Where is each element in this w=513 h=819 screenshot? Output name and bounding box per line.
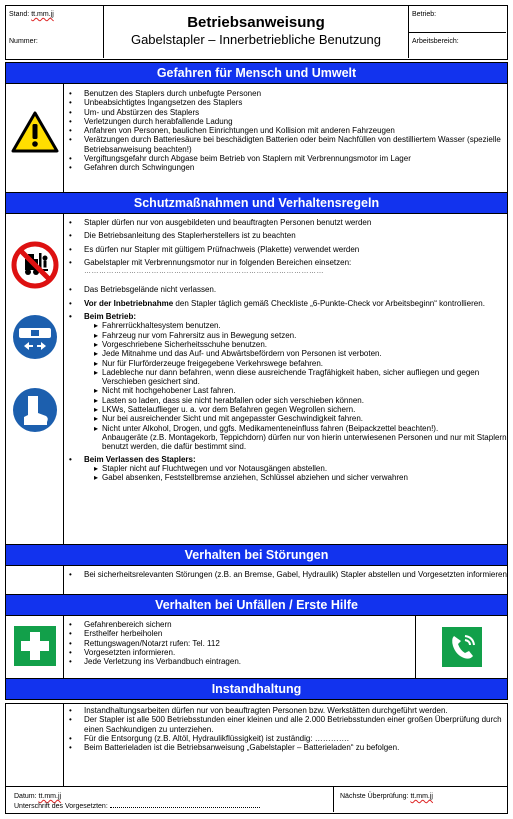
datum-field <box>14 792 61 801</box>
betrieb-item: ▸ LKWs, Sattelauflieger u. a. vor dem Befahren gegen Wegrollen sichern. <box>64 405 507 414</box>
stand-field <box>9 10 54 19</box>
page-title: Betriebsanweisung <box>187 14 325 31</box>
section-schutz <box>5 214 508 544</box>
schutz-item-inbetriebnahme <box>64 299 507 308</box>
schutz-icon-column <box>6 214 64 544</box>
section-heading-gefahren: Gefahren für Mensch und Umwelt <box>5 62 508 84</box>
footer-left <box>6 787 334 812</box>
dotted-fill-line: …………………………………………………………………………………… <box>84 268 324 276</box>
verlassen-list <box>64 464 507 483</box>
gefahren-text <box>64 84 507 173</box>
stoerungen-item: • Bei sicherheitsrelevanten Störungen (z.B. an Bremse, Gabel, Hydraulik) Stapler abstellen und Vorgesetzten informieren <box>64 570 507 579</box>
section-gefahren <box>5 84 508 192</box>
gefahren-icon-column <box>6 84 64 192</box>
schutz-item: • Es dürfen nur Stapler mit gültigem Prüfnachweis (Plakette) verwendet werden <box>64 245 507 254</box>
stoerungen-list <box>64 570 507 579</box>
betrieb-item: ▸ Fahrzeug nur vom Fahrersitz aus in Bewegung setzen. <box>64 331 507 340</box>
naechste-pruefung-value: tt.mm.jj <box>410 793 433 800</box>
stoerungen-icon-column <box>6 566 64 594</box>
section-heading-unfaelle: Verhalten bei Unfällen / Erste Hilfe <box>5 594 508 616</box>
instandhaltung-item: • Der Stapler ist alle 500 Betriebsstunden einer kleinen und alle 2.000 Betriebsstunden einer großen Überprüfung durch einen Sachkundigen zu unterziehen. <box>64 715 507 734</box>
schutz-item <box>64 258 507 277</box>
section-instandhaltung <box>5 703 508 786</box>
instandhaltung-icon-column <box>6 704 64 786</box>
unfaelle-item: • Rettungswagen/Notarzt rufen: Tel. 112 <box>64 639 415 648</box>
arbeitsbereich-cell <box>409 33 506 58</box>
verlassen-item: ▸ Stapler nicht auf Fluchtwegen und vor Notausgängen abstellen. <box>64 464 507 473</box>
gefahren-item: • Verletzungen durch herabfallende Ladung <box>64 117 507 126</box>
betrieb-item: ▸ Nicht mit hochgehobener Last fahren. <box>64 386 507 395</box>
nummer-label: Nummer: <box>9 38 38 45</box>
betrieb-item: ▸ Jede Mitnahme und das Auf- und Abwärtsbefördern von Personen ist verboten. <box>64 349 507 358</box>
unterschrift-field <box>14 802 260 811</box>
naechste-pruefung-field <box>340 792 433 801</box>
footer <box>5 786 508 814</box>
no-forklift-icon <box>11 241 59 289</box>
stand-label: Stand: <box>9 11 30 18</box>
inbetriebnahme-text: den Stapler täglich gemäß Checkliste „6-Punkte-Check vor Arbeitsbeginn“ kontrollieren. <box>173 298 485 308</box>
betrieb-cell <box>409 6 506 33</box>
gefahren-item: • Unbeabsichtigtes Ingangsetzen des Staplers <box>64 98 507 107</box>
gefahren-item: • Um- und Abstürzen des Staplers <box>64 108 507 117</box>
schutz-text <box>64 214 507 482</box>
datum-value: tt.mm.jj <box>38 793 62 800</box>
anbau-list <box>64 433 507 464</box>
schutz-list <box>64 218 507 321</box>
betrieb-item: ▸ Lasten so laden, dass sie nicht herabfallen oder sich verschieben können. <box>64 396 507 405</box>
inbetriebnahme-bold: Vor der Inbetriebnahme <box>84 298 174 308</box>
unfaelle-list <box>64 620 415 666</box>
unfaelle-text <box>64 616 416 678</box>
beim-betrieb-heading: • Beim Betrieb: <box>64 312 507 321</box>
betrieb-item: ▸ Vorgeschriebene Sicherheitsschuhe benutzen. <box>64 340 507 349</box>
betrieb-label: Betrieb: <box>412 11 437 18</box>
unfaelle-item: • Ersthelfer herbeiholen <box>64 629 415 638</box>
unfaelle-icon-column <box>6 616 64 678</box>
section-unfaelle <box>5 616 508 678</box>
instandhaltung-item: • Beim Batterieladen ist die Betriebsanweisung „Gabelstapler – Batterieladen“ zu befolgen. <box>64 743 507 752</box>
naechste-pruefung-label: Nächste Überprüfung: <box>340 793 409 800</box>
unterschrift-line <box>110 807 260 808</box>
unfaelle-item: • Gefahrenbereich sichern <box>64 620 415 629</box>
schutz-item-text: Gabelstapler mit Verbrennungsmotor nur in folgenden Bereichen einsetzen: <box>84 257 352 267</box>
betrieb-item: ▸ Nicht unter Alkohol, Drogen, und ggfs. Medikamenteneinfluss fahren (Beipackzettel beachten!). <box>64 424 507 433</box>
stoerungen-text <box>64 566 507 579</box>
schutz-item: • Stapler dürfen nur von ausgebildeten und beauftragten Personen benutzt werden <box>64 218 507 227</box>
header <box>5 5 508 60</box>
anbau-note: Anbaugeräte (z.B. Montagekorb, Teppichdorn) dürfen nur von hierin unterwiesenen Personen und nur mit Staplern benutzt werden, die dafür bestimmt sind. <box>102 432 507 452</box>
verlassen-item: ▸ Gabel absenken, Feststellbremse anziehen, Schlüssel abziehen und sicher verwahren <box>64 473 507 482</box>
gefahren-item: • Vergiftungsgefahr durch Abgase beim Betrieb von Staplern mit Verbrennungsmotor im Lager <box>64 154 507 163</box>
unfaelle-item: • Jede Verletzung ins Verbandbuch eintragen. <box>64 657 415 666</box>
gefahren-item: • Verätzungen durch Batteriesäure bei beschädigten Batterien oder beim Nachfüllen von destilliertem Wasser (spezielle Betriebsanweisung beachten!) <box>64 135 507 154</box>
operating-instruction-sheet <box>5 5 508 813</box>
first-aid-cross-icon <box>14 626 56 666</box>
emergency-phone-icon <box>442 627 482 667</box>
schutz-item: • Das Betriebsgelände nicht verlassen. <box>64 285 507 294</box>
warning-triangle-icon <box>11 111 59 153</box>
safety-boot-icon <box>11 386 59 434</box>
stand-value: tt.mm.jj <box>31 11 54 18</box>
betrieb-item: ▸ Ladebleche nur dann befahren, wenn diese ausreichende Tragfähigkeit haben, sicher aufliegen und gegen Verschieben gesichert sind. <box>64 368 507 387</box>
instandhaltung-list <box>64 706 507 752</box>
gefahren-item: • Benutzen des Staplers durch unbefugte Personen <box>64 89 507 98</box>
betrieb-list <box>64 321 507 433</box>
instandhaltung-item: • Für die Entsorgung (z.B. Altöl, Hydraulikflüssigkeit) ist zuständig: …………. <box>64 734 507 743</box>
unterschrift-label: Unterschrift des Vorgesetzten: <box>14 803 108 810</box>
instandhaltung-text <box>64 704 507 752</box>
betrieb-item: ▸ Nur bei ausreichender Sicht und mit angepasster Geschwindigkeit fahren. <box>64 414 507 423</box>
section-heading-stoerungen: Verhalten bei Störungen <box>5 544 508 566</box>
header-left <box>6 6 104 58</box>
section-heading-instandhaltung: Instandhaltung <box>5 678 508 700</box>
betrieb-item: ▸ Fahrerrückhaltesystem benutzen. <box>64 321 507 330</box>
section-stoerungen <box>5 566 508 594</box>
schutz-item: • Die Betriebsanleitung des Staplerherstellers ist zu beachten <box>64 231 507 240</box>
instandhaltung-item: • Instandhaltungsarbeiten dürfen nur von beauftragten Personen bzw. Werkstätten durchgeführt werden. <box>64 706 507 715</box>
section-heading-schutz: Schutzmaßnahmen und Verhaltensregeln <box>5 192 508 214</box>
gefahren-item: • Gefahren durch Schwingungen <box>64 163 507 172</box>
gefahren-list <box>64 89 507 173</box>
datum-label: Datum: <box>14 793 37 800</box>
arbeitsbereich-label: Arbeitsbereich: <box>412 38 459 45</box>
beim-verlassen-heading: • Beim Verlassen des Staplers: <box>64 455 507 464</box>
header-title-block <box>104 6 409 58</box>
page-subtitle: Gabelstapler – Innerbetriebliche Benutzung <box>130 32 382 47</box>
betrieb-item: ▸ Nur für Flurförderzeuge freigegebene Verkehrswege befahren. <box>64 359 507 368</box>
unfaelle-item: • Vorgesetzten informieren. <box>64 648 415 657</box>
gefahren-item: • Anfahren von Personen, baulichen Einrichtungen und Kollision mit anderen Fahrzeugen <box>64 126 507 135</box>
seatbelt-icon <box>11 313 59 361</box>
